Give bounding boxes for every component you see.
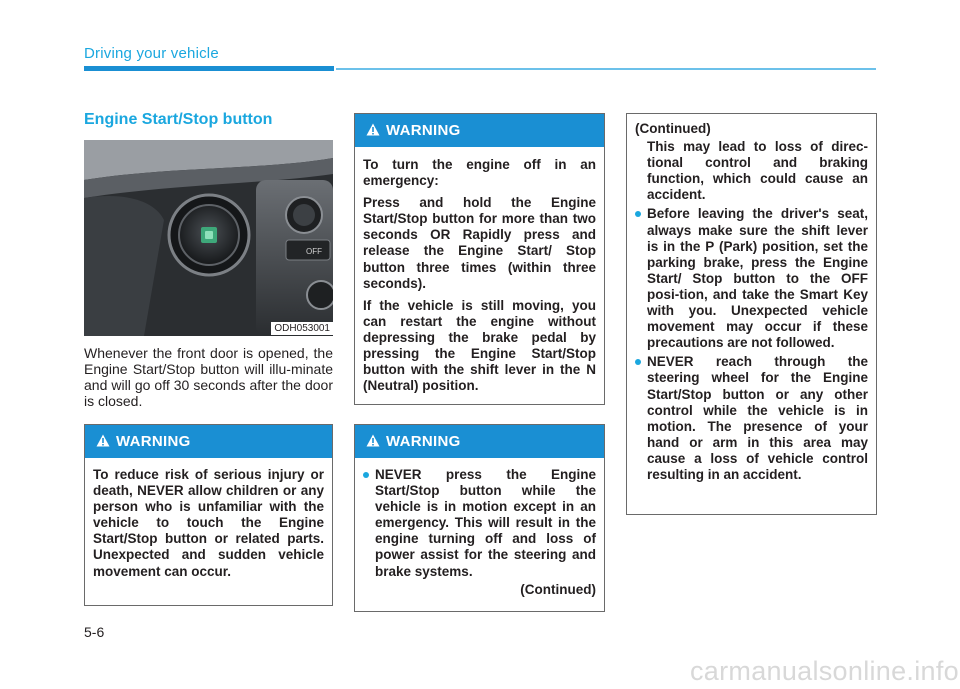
warning-triangle-icon bbox=[366, 434, 380, 447]
continued-lead: This may lead to loss of direc-tional control and braking function, which could cause an accident. bbox=[647, 139, 868, 203]
intro-paragraph: Whenever the front door is opened, the Engine Start/Stop button will illu-minate and will go off 30 seconds after the door is closed. bbox=[84, 345, 333, 409]
warning-label: WARNING bbox=[386, 122, 461, 139]
warning-header bbox=[355, 114, 604, 147]
engine-start-button-photo bbox=[84, 140, 333, 336]
photo-code-label: ODH053001 bbox=[271, 322, 333, 335]
warning-label: WARNING bbox=[116, 433, 191, 450]
warning-header bbox=[355, 425, 604, 458]
warning-triangle-icon bbox=[366, 123, 380, 136]
header-rule-dark bbox=[84, 66, 334, 71]
warning-bullet: NEVER reach through the steering wheel for the Engine Start/Stop button or any other control while the vehicle is in motion. The presence of your hand or arm in this area may cause a loss of vehicle control resulting in an accident. bbox=[635, 354, 868, 483]
warning-box-children bbox=[84, 424, 333, 606]
warning-header bbox=[85, 425, 332, 458]
warning-triangle-icon bbox=[96, 434, 110, 447]
warning-bullet: Before leaving the driver's seat, always make sure the shift lever is in the P (Park) position, set the parking brake, press the Engine Start/ Stop button to the OFF posi-tion, and take the Smart Key with you. Unexpected vehicle movement may occur if these precautions are not followed. bbox=[635, 206, 868, 351]
header-rule-light bbox=[336, 68, 876, 70]
warning-box-emergency bbox=[354, 113, 605, 405]
warning-box-continued bbox=[626, 113, 877, 515]
warning-label: WARNING bbox=[386, 433, 461, 450]
watermark-url: carmanualsonline.info bbox=[690, 656, 959, 686]
off-label-text: OFF bbox=[306, 247, 322, 256]
warning-box-motion bbox=[354, 424, 605, 612]
continued-title: (Continued) bbox=[635, 121, 711, 136]
warning-paragraph-2: Press and hold the Engine Start/Stop button for more than two seconds OR Rapidly press and release the Engine Start/ Stop button three times (within three seconds). bbox=[363, 195, 596, 291]
page-number: 5-6 bbox=[84, 624, 105, 640]
dashboard-illustration bbox=[84, 140, 333, 336]
section-title: Driving your vehicle bbox=[84, 45, 219, 62]
warning-text: To reduce risk of serious injury or death, NEVER allow children or any person who is unfamiliar with the vehicle to touch the Engine Start/Stop button or related parts. Unexpected and sudden vehicle movement can occur. bbox=[93, 467, 324, 579]
warning-paragraph-1: To turn the engine off in an emergency: bbox=[363, 157, 596, 189]
continued-label: (Continued) bbox=[520, 581, 596, 597]
warning-paragraph-3: If the vehicle is still moving, you can restart the engine without depressing the brake pedal by pressing the Engine Start/Stop button with the shift lever in the N (Neutral) position. bbox=[363, 297, 596, 394]
page-heading: Engine Start/Stop button bbox=[84, 111, 273, 128]
warning-bullet: NEVER press the Engine Start/Stop button while the vehicle is in motion except in an emergency. This will result in the engine turning off and loss of power assist for the steering and brake systems. bbox=[363, 467, 596, 580]
